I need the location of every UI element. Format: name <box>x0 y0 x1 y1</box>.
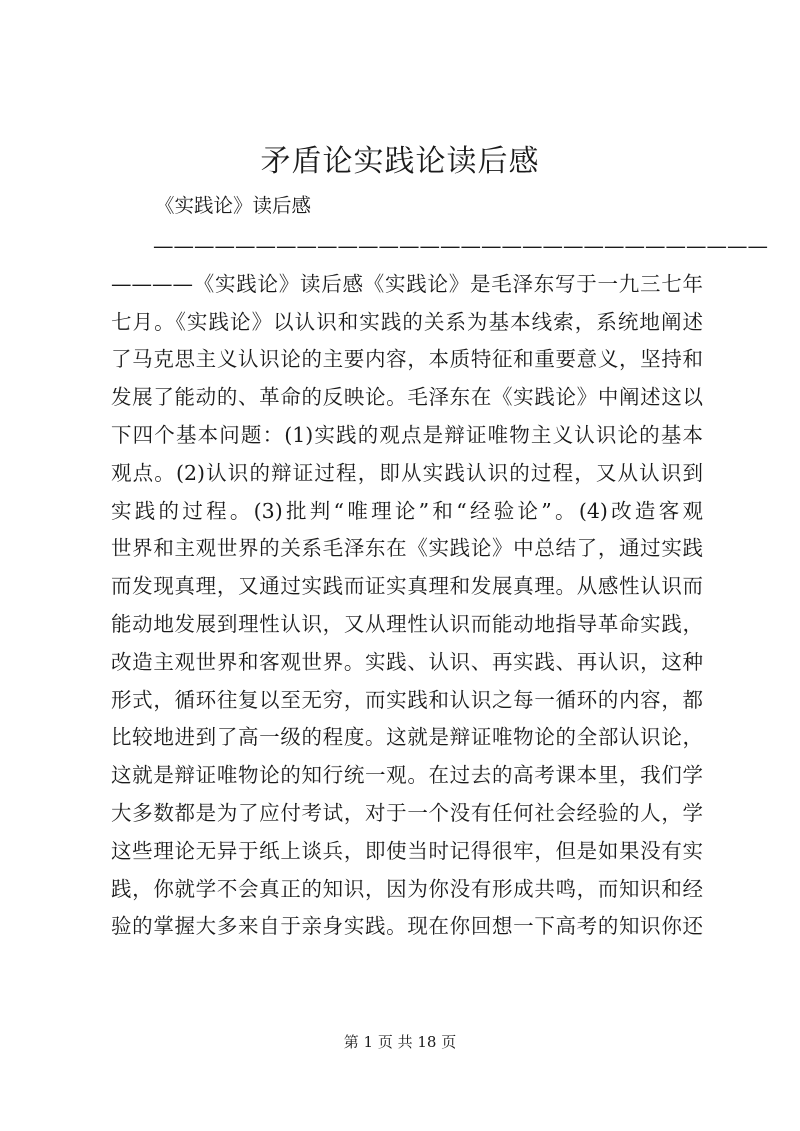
text-line: 了马克思主义认识论的主要内容，本质特征和重要意义，坚持和 <box>111 347 703 372</box>
text-line: 践，你就学不会真正的知识，因为你没有形成共鸣，而知识和经 <box>111 876 703 901</box>
page-footer: 第 1 页 共 18 页 <box>343 1033 457 1051</box>
page-title: 矛盾论实践论读后感 <box>260 144 540 179</box>
subtitle: 《实践论》读后感 <box>155 194 312 217</box>
text-line: 实践的过程。(3)批判“唯理论”和“经验论”。(4)改造客观 <box>111 498 703 523</box>
text-line: 观点。(2)认识的辩证过程，即从实践认识的过程，又从认识到 <box>111 460 703 485</box>
text-line: 世界和主观世界的关系毛泽东在《实践论》中总结了，通过实践 <box>111 536 703 561</box>
text-line: 改造主观世界和客观世界。实践、认识、再实践、再认识，这种 <box>111 649 703 674</box>
text-line: 验的掌握大多来自于亲身实践。现在你回想一下高考的知识你还 <box>111 914 703 939</box>
text-line: 形式，循环往复以至无穷，而实践和认识之每一循环的内容，都 <box>111 687 703 712</box>
text-line: 发展了能动的、革命的反映论。毛泽东在《实践论》中阐述这以 <box>111 385 703 410</box>
body-text <box>111 228 768 946</box>
text-line: 七月。《实践论》以认识和实践的关系为基本线索，系统地阐述 <box>111 309 703 334</box>
text-line: 而发现真理，又通过实践而证实真理和发展真理。从感性认识而 <box>111 574 703 599</box>
text-line: 比较地进到了高一级的程度。这就是辩证唯物论的全部认识论， <box>111 725 703 750</box>
text-line: ————《实践论》读后感《实践论》是毛泽东写于一九三七年 <box>111 271 703 296</box>
text-line: —————————————————————————————— <box>153 234 768 258</box>
text-line: 能动地发展到理性认识，又从理性认识而能动地指导革命实践， <box>111 611 703 636</box>
text-line: 这些理论无异于纸上谈兵，即使当时记得很牢，但是如果没有实 <box>111 838 703 863</box>
text-line: 下四个基本问题：(1)实践的观点是辩证唯物主义认识论的基本 <box>111 422 703 447</box>
text-line: 大多数都是为了应付考试，对于一个没有任何社会经验的人，学 <box>111 800 703 825</box>
text-line: 这就是辩证唯物论的知行统一观。在过去的高考课本里，我们学 <box>111 763 703 788</box>
